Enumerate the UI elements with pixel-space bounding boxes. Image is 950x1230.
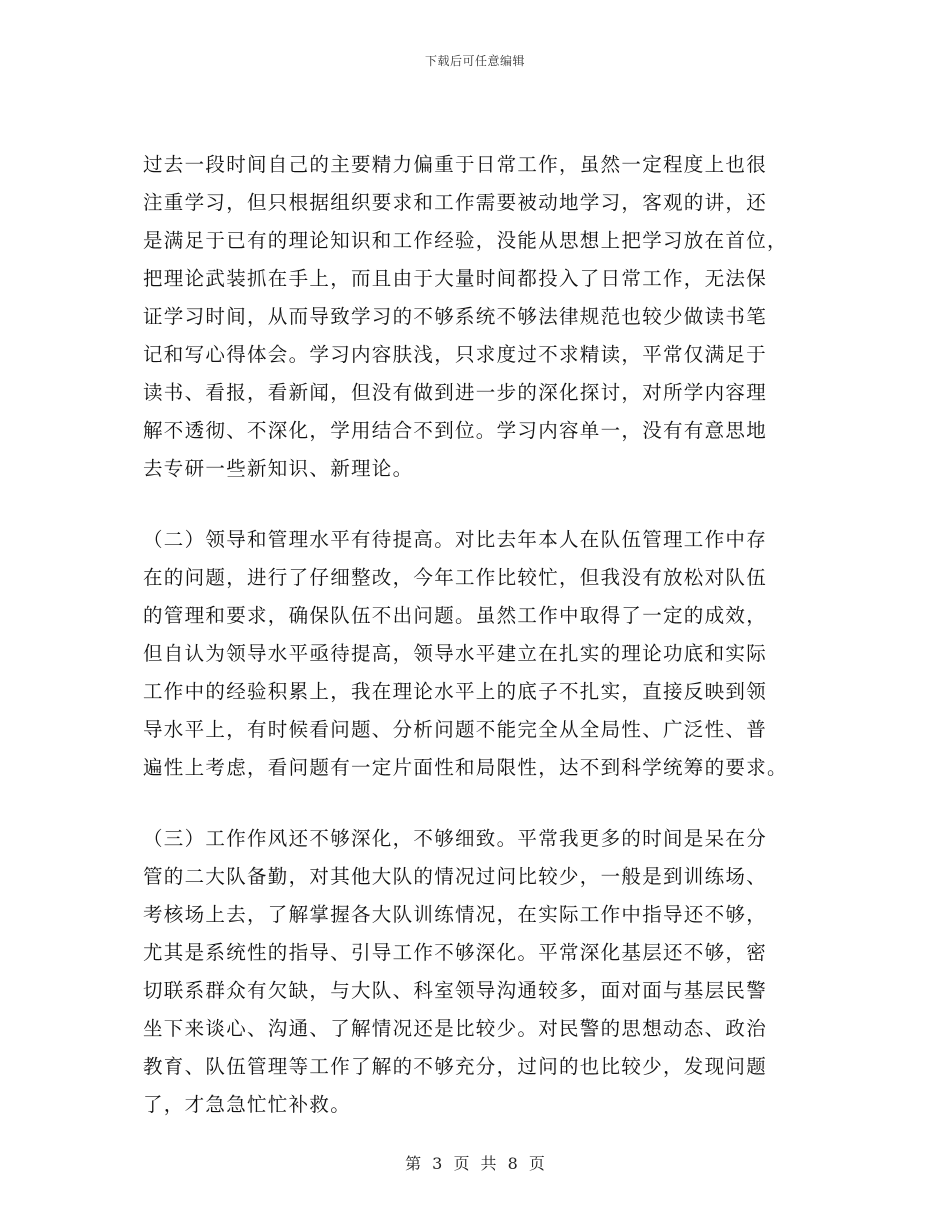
text-line: 切联系群众有欠缺，与大队、科室领导沟通较多，面对面与基层民警 [143, 979, 768, 1002]
page-header: 下载后可任意编辑 [424, 54, 525, 68]
text-line: 去专研一些新知识、新理论。 [143, 457, 414, 480]
text-line: 尤其是系统性的指导、引导工作不够深化。平常深化基层还不够，密 [143, 941, 768, 964]
text-line: 考核场上去，了解掌握各大队训练情况，在实际工作中指导还不够， [143, 903, 768, 926]
text-line: 记和写心得体会。学习内容肤浅，只求度过不求精读，平常仅满足于 [143, 343, 768, 366]
paragraph-leadership [143, 521, 823, 787]
text-line: 把理论武装抓在手上，而且由于大量时间都投入了日常工作，无法保 [143, 267, 768, 290]
text-line: 读书、看报，看新闻，但没有做到进一步的深化探讨，对所学内容理 [143, 381, 768, 404]
text-line: 注重学习，但只根据组织要求和工作需要被动地学习，客观的讲，还 [143, 191, 768, 214]
paragraph-study [143, 146, 823, 488]
text-line: （三）工作作风还不够深化，不够细致。平常我更多的时间是呆在分 [143, 827, 768, 850]
text-line: 导水平上，有时候看问题、分析问题不能完全从全局性、广泛性、普 [143, 718, 768, 741]
text-line: 但自认为领导水平亟待提高，领导水平建立在扎实的理论功底和实际 [143, 642, 768, 665]
page-number: 第 3 页 共 8 页 [405, 1154, 545, 1173]
text-line: 的管理和要求，确保队伍不出问题。虽然工作中取得了一定的成效， [143, 604, 768, 627]
text-line: 工作中的经验积累上，我在理论水平上的底子不扎实，直接反映到领 [143, 680, 768, 703]
text-line: 坐下来谈心、沟通、了解情况还是比较少。对民警的思想动态、政治 [143, 1017, 768, 1040]
text-line: 教育、队伍管理等工作了解的不够充分，过问的也比较少，发现问题 [143, 1055, 768, 1078]
text-line: （二）领导和管理水平有待提高。对比去年本人在队伍管理工作中存 [143, 528, 768, 551]
paragraph-work-style [143, 820, 823, 1124]
document-body [143, 146, 823, 1157]
text-line: 是满足于已有的理论知识和工作经验，没能从思想上把学习放在首位， [143, 229, 788, 252]
text-line: 遍性上考虑，看问题有一定片面性和局限性，达不到科学统筹的要求。 [143, 756, 788, 779]
text-line: 在的问题，进行了仔细整改，今年工作比较忙，但我没有放松对队伍 [143, 566, 768, 589]
text-line: 了，才急急忙忙补救。 [143, 1093, 352, 1116]
text-line: 过去一段时间自己的主要精力偏重于日常工作，虽然一定程度上也很 [143, 153, 768, 176]
text-line: 证学习时间，从而导致学习的不够系统不够法律规范也较少做读书笔 [143, 305, 768, 328]
text-line: 管的二大队备勤，对其他大队的情况过问比较少，一般是到训练场、 [143, 865, 768, 888]
text-line: 解不透彻、不深化，学用结合不到位。学习内容单一，没有有意思地 [143, 419, 768, 442]
